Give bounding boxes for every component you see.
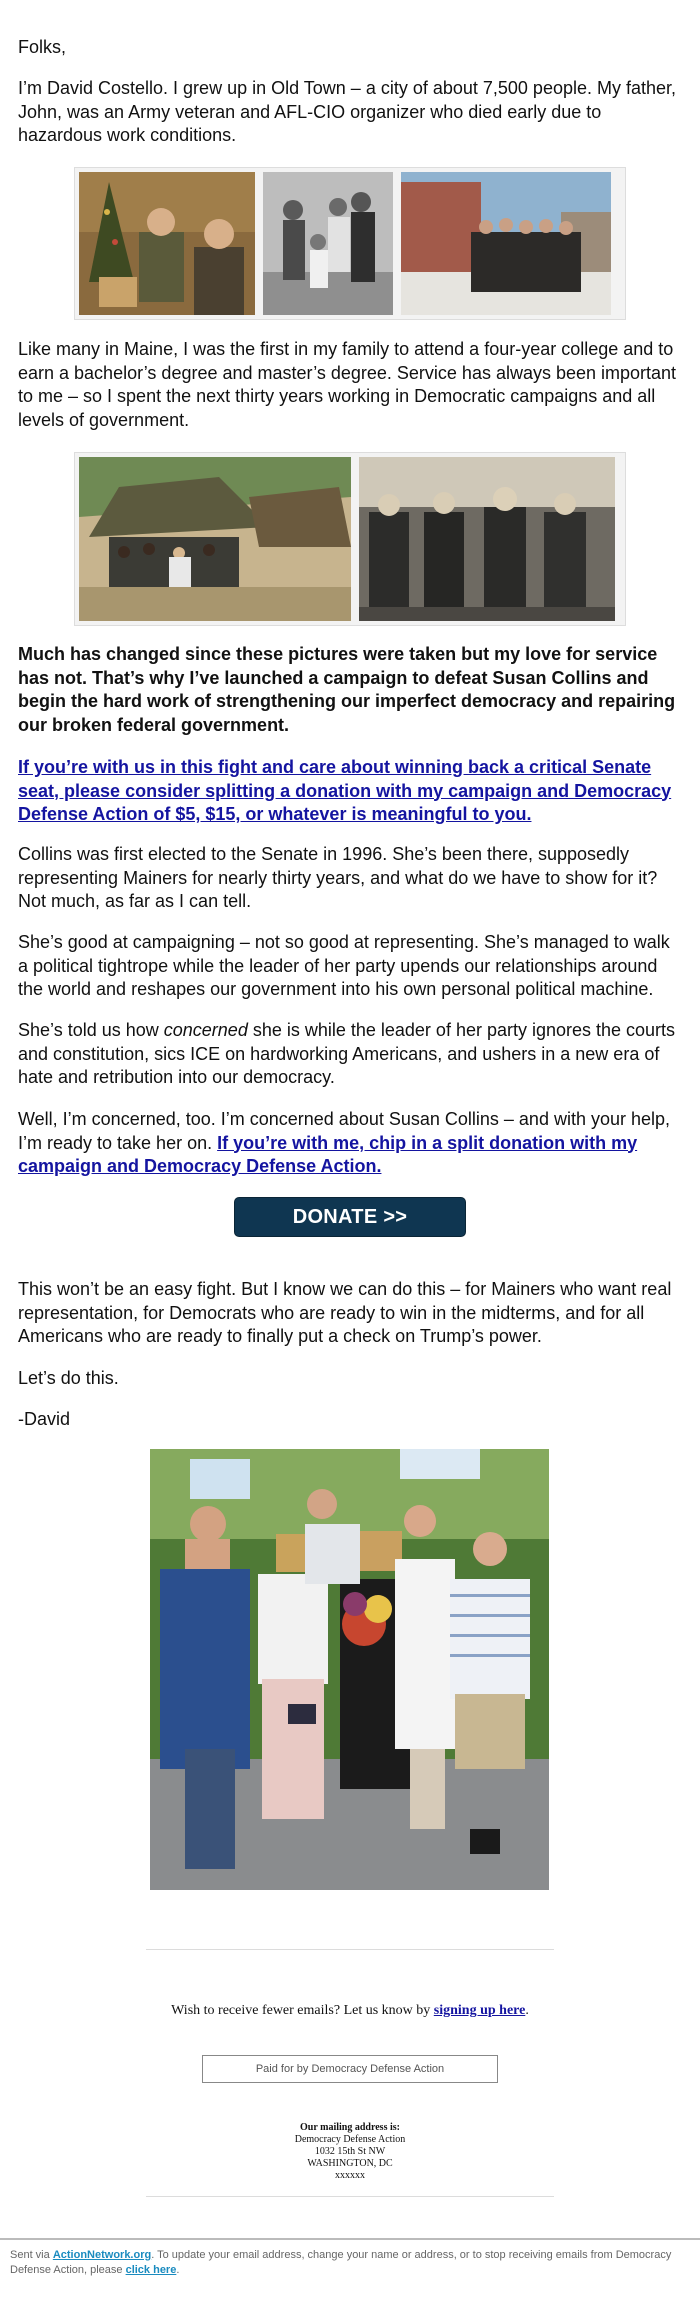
college-text: Like many in Maine, I was the first in my family to attend a four-year college and to earn a bachelor’s degree and master’s degree. Service has always been important to me – so I spent the next thirty years working in Democratic campaigns and all levels of government. xyxy=(18,339,677,430)
chip-in-link[interactable]: If you’re with me, chip in a split donation with my campaign and Democracy Defense Action. xyxy=(18,1132,638,1176)
concerned-text-start: She’s told us how xyxy=(18,1020,164,1040)
village-photo-image xyxy=(79,457,351,621)
graduation-photo-image xyxy=(150,1449,549,1890)
photo-town-group xyxy=(401,172,611,315)
greeting xyxy=(18,36,682,60)
fewer-emails-text: Wish to receive fewer emails? Let us know by xyxy=(171,2003,434,2018)
mailing-heading: Our mailing address is: xyxy=(300,2122,400,2133)
intro-paragraph xyxy=(18,77,682,148)
signoff-text: -David xyxy=(18,1409,71,1429)
concerned-text-end: she is while the leader of her party ignores the courts and constitution, sics ICE on hardworking Americans, and ushers in a new era of hate and retribution into our democracy. xyxy=(18,1020,676,1087)
mailing-city: WASHINGTON, DC xyxy=(307,2158,393,2169)
campaigning-text: She’s good at campaigning – not so good at representing. She’s managed to walk a political tightrope while the leader of her party upends our relationships around the world and reshapes our government into his own personal political machine. xyxy=(18,932,670,999)
greeting-text: Folks, xyxy=(18,37,67,57)
footer-sent-via: Sent via xyxy=(10,2249,53,2261)
donate-button[interactable]: DONATE >> xyxy=(234,1197,466,1237)
split-donation-link[interactable]: If you’re with us in this fight and care about winning back a critical Senate seat, please consider splitting a donation with my campaign and Democracy Defense Action of $5, $15, or whatever is meaningful to you. xyxy=(18,757,672,824)
intro-text: I’m David Costello. I grew up in Old Town – a city of about 7,500 people. My father, John, was an Army veteran and AFL-CIO organizer who died early due to hazardous work conditions. xyxy=(18,78,677,145)
fight-paragraph xyxy=(18,1278,682,1349)
signoff-paragraph xyxy=(18,1408,682,1432)
well-text: Well, I’m concerned, too. I’m concerned about Susan Collins – and with your help, I’m ready to take her on. xyxy=(18,1109,671,1153)
paid-for-box xyxy=(202,2055,498,2083)
paid-for-text: Paid for by Democracy Defense Action xyxy=(255,2063,445,2075)
panel-photo-image xyxy=(359,457,615,621)
fewer-emails-line xyxy=(100,2003,600,2019)
photo-row-service xyxy=(74,452,626,626)
divider-bottom xyxy=(146,2196,554,2197)
concerned-emphasis: concerned xyxy=(163,1020,248,1040)
college-paragraph xyxy=(18,338,682,432)
mailing-zip: xxxxxx xyxy=(335,2170,365,2181)
changed-paragraph xyxy=(18,643,682,737)
lets-do-paragraph xyxy=(18,1367,682,1391)
split-donation-paragraph xyxy=(18,756,682,827)
divider-top xyxy=(146,1949,554,1950)
campaigning-paragraph xyxy=(18,931,682,1002)
christmas-photo-image xyxy=(79,172,255,315)
changed-text: Much has changed since these pictures were taken but my love for service has not. That’s why I’ve launched a campaign to defeat Susan Collins and begin the hard work of strengthening our imperfect democracy and repairing our broken federal government. xyxy=(18,644,676,735)
signing-up-here-link[interactable]: signing up here xyxy=(433,2003,526,2018)
collins-paragraph xyxy=(18,843,682,914)
collins-text: Collins was first elected to the Senate in 1996. She’s been there, supposedly representing Mainers for nearly thirty years, and what do we have to show for it? Not much, as far as I can tell. xyxy=(18,844,658,911)
footer-text: . To update your email address, change your name or address, or to stop receiving emails from Democracy Defense Action, please xyxy=(10,2249,672,2276)
actionnetwork-link[interactable]: ActionNetwork.org xyxy=(52,2249,152,2261)
footer xyxy=(0,2238,700,2278)
town-group-photo-image xyxy=(401,172,611,315)
mailing-address xyxy=(200,2122,500,2182)
photo-row-childhood xyxy=(74,167,626,320)
fewer-emails-period: . xyxy=(525,2003,529,2018)
photo-village-group xyxy=(79,457,351,621)
photo-christmas-children xyxy=(79,172,255,315)
fight-text: This won’t be an easy fight. But I know we can do this – for Mainers who want real representation, for Democrats who are ready to win in the midterms, and for all Americans who are ready to finally put a check on Trump’s power. xyxy=(18,1279,672,1346)
mailing-street: 1032 15th St NW xyxy=(314,2146,386,2157)
mailing-org: Democracy Defense Action xyxy=(294,2134,406,2145)
well-paragraph xyxy=(18,1108,682,1179)
family-photo-image xyxy=(263,172,393,315)
photo-family-bw xyxy=(263,172,393,315)
footer-period: . xyxy=(176,2264,180,2276)
photo-panel-seated xyxy=(359,457,615,621)
photo-family-graduation xyxy=(150,1449,549,1890)
lets-do-text: Let’s do this. xyxy=(18,1368,119,1388)
click-here-link[interactable]: click here xyxy=(125,2264,177,2276)
concerned-paragraph xyxy=(18,1019,682,1090)
